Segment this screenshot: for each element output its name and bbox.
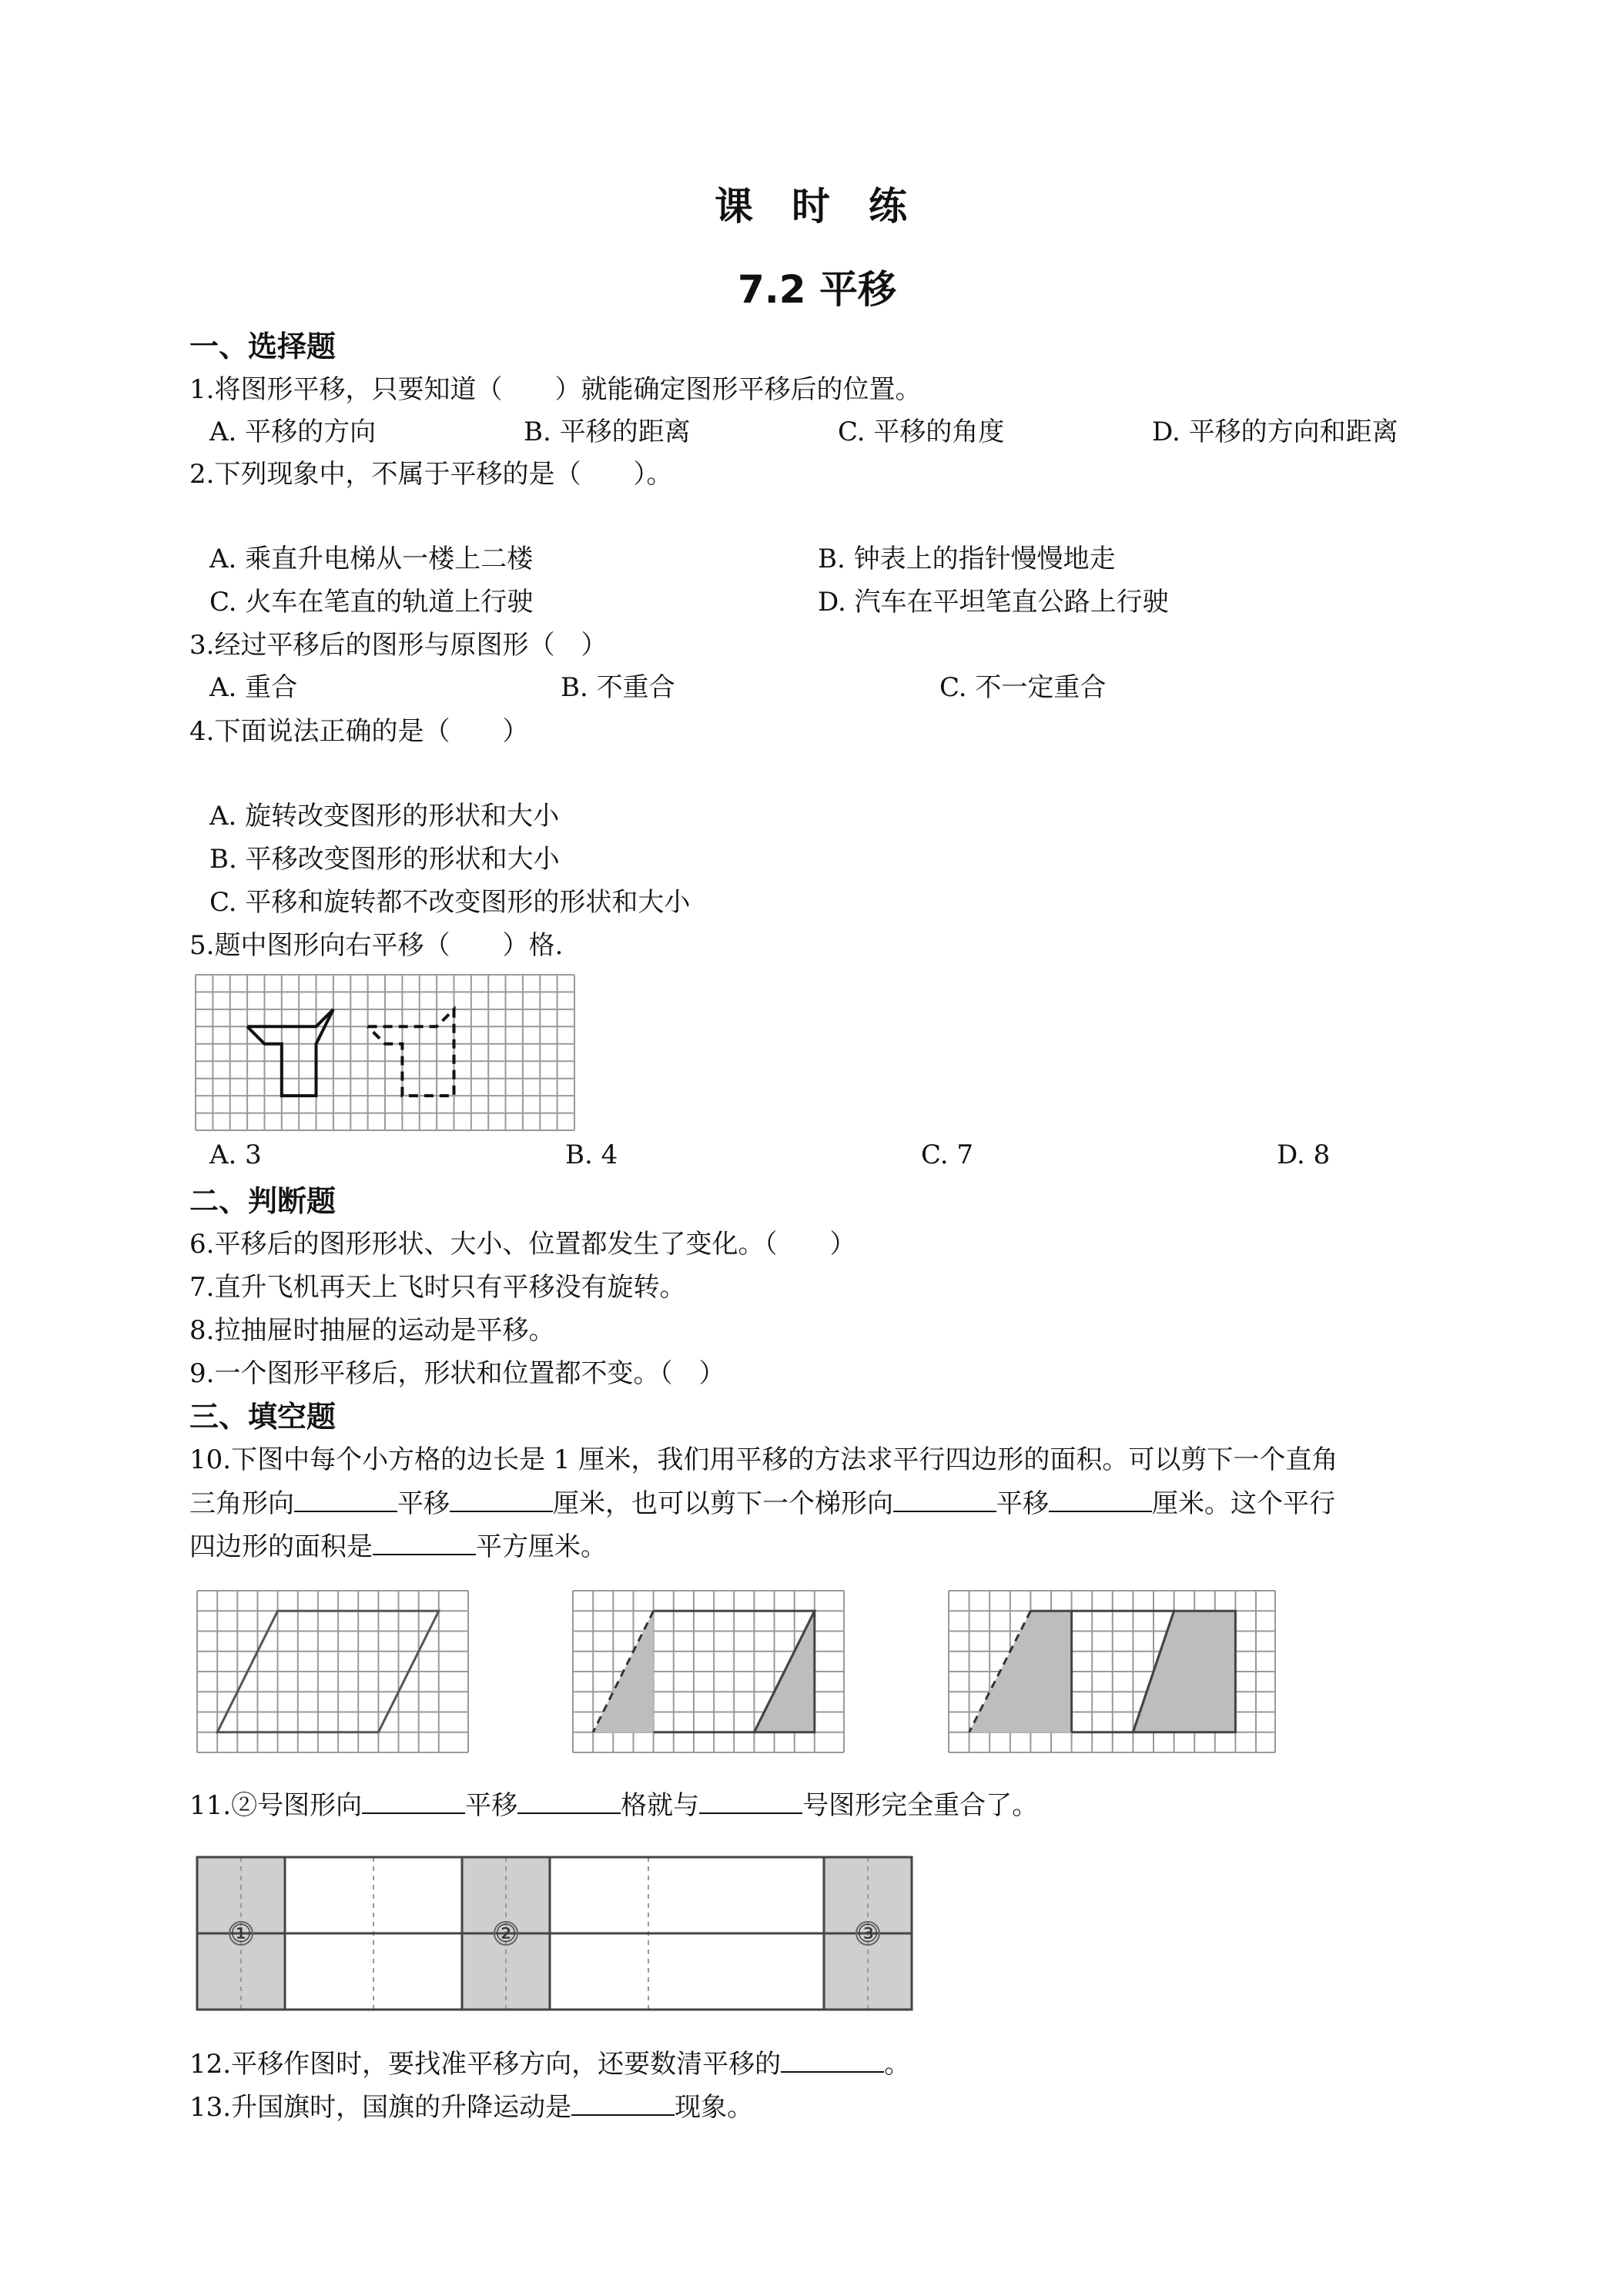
q12-blank-distance[interactable] (781, 2048, 884, 2073)
q5-option-b: B. 4 (565, 1140, 618, 1170)
page-title: 课 时 练 (715, 184, 907, 229)
q2-option-a: A. 乘直升电梯从一楼上二楼 (209, 544, 534, 574)
q5-grid-figure (194, 973, 576, 1132)
q5-moved-shape (368, 1009, 454, 1096)
q5-option-c: C. 7 (921, 1140, 974, 1170)
q10-blank-area[interactable] (373, 1531, 476, 1555)
section-heading-choice: 一、选择题 (189, 330, 337, 363)
q9-text: 9.一个图形平移后，形状和位置都不变。（ ） (189, 1358, 725, 1389)
q1-option-d: D. 平移的方向和距离 (1152, 417, 1398, 447)
q10-blank-direction-2[interactable] (893, 1488, 996, 1512)
q11-strip-figure (196, 1856, 913, 2011)
q10-figure-parallelogram (196, 1589, 470, 1754)
q10-figure-triangle-move (571, 1589, 845, 1754)
q1-option-b: B. 平移的距离 (524, 417, 691, 447)
q3-option-c: C. 不一定重合 (939, 672, 1107, 703)
q11-label-3: ③ (856, 1919, 879, 1948)
section-heading-judge: 二、判断题 (189, 1184, 337, 1218)
q1-stem: 1.将图形平移，只要知道（ ）就能确定图形平移后的位置。 (189, 374, 922, 405)
q11-blank-shape-number[interactable] (699, 1789, 802, 1814)
q10-line1: 10.下图中每个小方格的边长是 1 厘米，我们用平移的方法求平行四边形的面积。可以剪下一个直角 (189, 1444, 1338, 1475)
page-subtitle: 7.2 平移 (738, 267, 896, 312)
q10-line2: 三角形向 平移 厘米，也可以剪下一个梯形向 平移 厘米。这个平行 (189, 1488, 1335, 1519)
q3-option-a: A. 重合 (209, 672, 298, 703)
q4-option-c: C. 平移和旋转都不改变图形的形状和大小 (209, 887, 691, 918)
q10-line3: 四边形的面积是 平方厘米。 (189, 1531, 607, 1562)
q2-option-b: B. 钟表上的指针慢慢地走 (818, 544, 1116, 574)
q13-blank-phenomenon[interactable] (571, 2091, 675, 2116)
q10-blank-direction-1[interactable] (294, 1488, 397, 1512)
q8-text: 8.拉抽屉时抽屉的运动是平移。 (189, 1315, 555, 1346)
q3-option-b: B. 不重合 (561, 672, 675, 703)
q3-stem: 3.经过平移后的图形与原图形（ ） (189, 630, 608, 661)
q5-option-d: D. 8 (1277, 1140, 1331, 1170)
q7-text: 7.直升飞机再天上飞时只有平移没有旋转。 (189, 1272, 686, 1303)
q11-blank-count[interactable] (517, 1789, 621, 1814)
q13-text: 13.升国旗时，国旗的升降运动是 现象。 (189, 2092, 754, 2123)
q1-option-a: A. 平移的方向 (209, 417, 377, 447)
q11-label-2: ② (494, 1919, 517, 1948)
q11-text: 11.②号图形向 平移 格就与 号图形完全重合了。 (189, 1790, 1039, 1821)
q4-option-b: B. 平移改变图形的形状和大小 (209, 844, 560, 875)
q2-option-d: D. 汽车在平坦笔直公路上行驶 (818, 587, 1169, 618)
q4-stem: 4.下面说法正确的是（ ） (189, 716, 529, 747)
section-heading-fill: 三、填空题 (189, 1400, 337, 1434)
q6-text: 6.平移后的图形形状、大小、位置都发生了变化。（ ） (189, 1229, 856, 1260)
q5-original-shape (247, 1009, 333, 1096)
q11-label-1: ① (229, 1919, 253, 1948)
q2-stem: 2.下列现象中，不属于平移的是（ ）。 (189, 459, 673, 490)
q10-blank-distance-2[interactable] (1049, 1488, 1152, 1512)
q4-option-a: A. 旋转改变图形的形状和大小 (209, 801, 560, 832)
q5-stem: 5.题中图形向右平移（ ）格. (189, 930, 564, 961)
q10-blank-distance-1[interactable] (450, 1488, 553, 1512)
q11-blank-direction[interactable] (362, 1789, 465, 1814)
q1-option-c: C. 平移的角度 (838, 417, 1005, 447)
q10-figure-trapezoid-move (947, 1589, 1277, 1754)
q5-option-a: A. 3 (209, 1140, 262, 1170)
q12-text: 12.平移作图时，要找准平移方向，还要数清平移的 。 (189, 2049, 911, 2080)
q2-option-c: C. 火车在笔直的轨道上行驶 (209, 587, 534, 618)
